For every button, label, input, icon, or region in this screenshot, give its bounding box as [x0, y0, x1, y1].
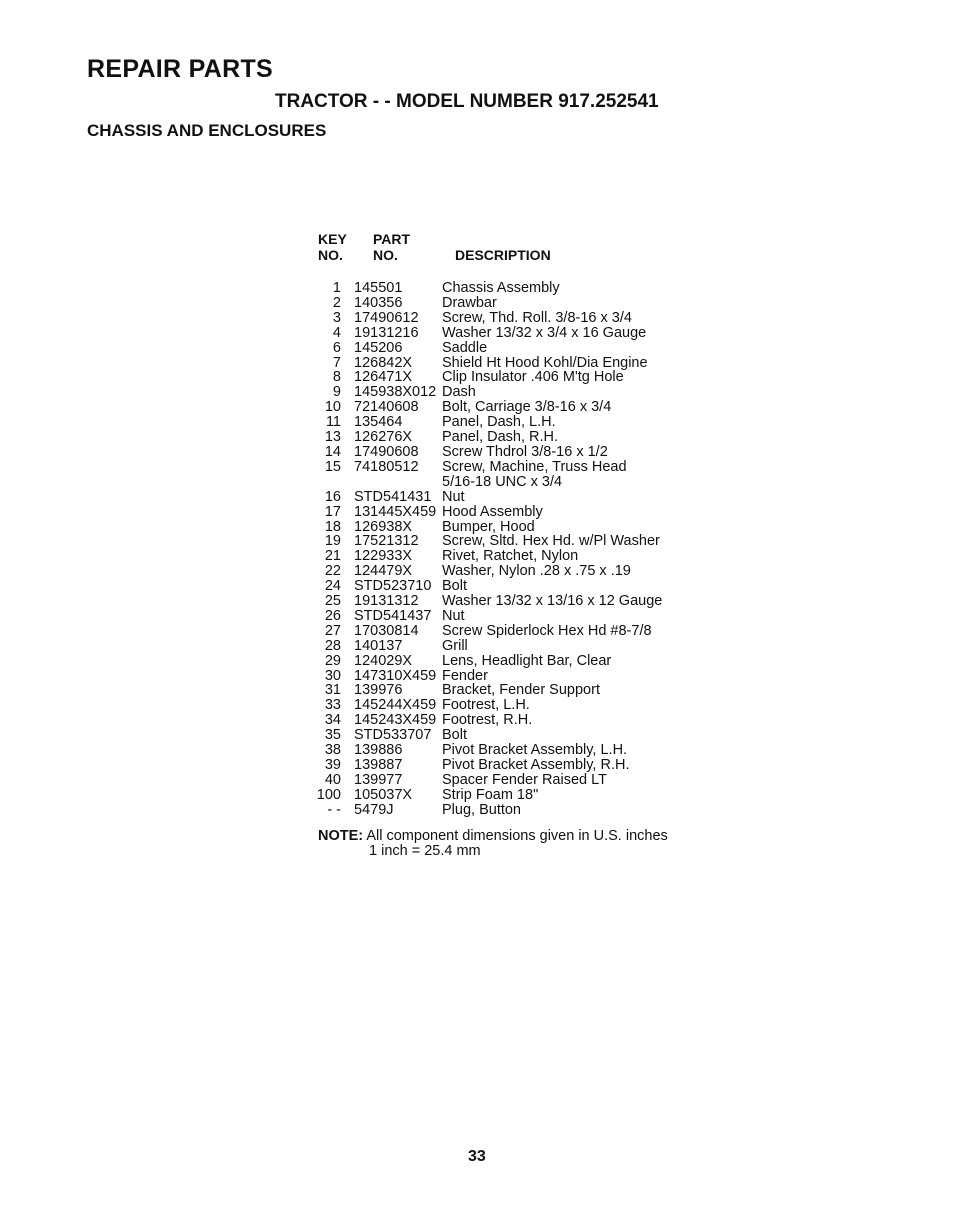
part-number: 17030814 — [354, 622, 419, 639]
key-number: 30 — [324, 667, 341, 684]
part-number: 126842X — [354, 354, 413, 371]
part-description: Washer 13/32 x 13/16 x 12 Gauge — [442, 593, 663, 610]
table-row — [314, 669, 714, 684]
key-number: 29 — [324, 652, 341, 669]
part-number: 17521312 — [354, 533, 419, 550]
part-description: Bolt, Carriage 3/8-16 x 3/4 — [442, 399, 612, 416]
note-label: NOTE: — [318, 828, 364, 844]
part-description: Hood Assembly — [442, 503, 543, 520]
part-description: Bracket, Fender Support — [442, 682, 600, 699]
part-description: Pivot Bracket Assembly, R.H. — [442, 757, 630, 773]
table-row — [314, 743, 714, 758]
part-number: 145206 — [354, 339, 403, 356]
key-number: 35 — [324, 727, 341, 744]
part-number: 145938X012 — [354, 384, 437, 401]
key-number: 26 — [324, 607, 341, 624]
page-number: 33 — [468, 1148, 486, 1165]
part-number: 139886 — [354, 742, 403, 759]
part-description: 5/16-18 UNC x 3/4 — [442, 473, 563, 490]
part-number: 145501 — [354, 280, 403, 296]
key-number: 18 — [324, 518, 341, 535]
key-number: 28 — [324, 637, 341, 654]
part-number: 140137 — [354, 637, 403, 654]
key-number: - - — [327, 801, 341, 818]
column-header-part-line1: PART — [373, 231, 411, 247]
key-number: 14 — [324, 443, 341, 460]
table-row — [314, 758, 714, 773]
part-number: 124029X — [354, 652, 413, 669]
parts-list — [314, 281, 714, 818]
key-number: 17 — [324, 503, 341, 520]
part-description: Grill — [442, 637, 468, 654]
key-number: 22 — [324, 563, 341, 580]
part-number: 131445X459 — [354, 503, 437, 520]
key-number: 34 — [324, 712, 341, 729]
key-number: 7 — [332, 354, 341, 371]
part-number: 19131216 — [354, 324, 419, 341]
part-description: Panel, Dash, R.H. — [442, 429, 559, 446]
table-row — [314, 713, 714, 728]
table-row — [314, 385, 714, 400]
table-row — [314, 564, 714, 579]
table-row — [314, 594, 714, 609]
part-description: Nut — [442, 488, 465, 505]
key-number: 21 — [324, 548, 341, 565]
key-number: 31 — [324, 682, 341, 699]
page-title: REPAIR PARTS — [87, 55, 274, 83]
section-heading: CHASSIS AND ENCLOSURES — [87, 121, 327, 140]
table-row — [314, 624, 714, 639]
part-description: Strip Foam 18" — [442, 786, 539, 803]
table-row — [314, 281, 714, 296]
part-number: 17490608 — [354, 443, 419, 460]
table-row — [314, 490, 714, 505]
part-number: 139977 — [354, 771, 403, 788]
column-header-description: DESCRIPTION — [455, 247, 551, 263]
column-header-part-line2: NO. — [373, 247, 398, 263]
key-number: 19 — [324, 533, 341, 550]
key-number: 10 — [324, 399, 341, 416]
table-row — [314, 445, 714, 460]
table-row — [314, 549, 714, 564]
part-description: Clip Insulator .406 M'tg Hole — [442, 369, 624, 386]
part-description: Screw Spiderlock Hex Hd #8-7/8 — [442, 622, 652, 639]
part-number: 126938X — [354, 518, 413, 535]
part-number: STD541437 — [354, 607, 432, 624]
part-number: 124479X — [354, 563, 413, 580]
part-description: Drawbar — [442, 294, 497, 311]
table-row — [314, 520, 714, 535]
part-number: 19131312 — [354, 593, 419, 610]
table-row — [314, 460, 714, 475]
table-row — [314, 609, 714, 624]
key-number: 1 — [332, 280, 341, 296]
part-description: Washer 13/32 x 3/4 x 16 Gauge — [442, 324, 647, 341]
part-description: Saddle — [442, 339, 488, 356]
key-number: 9 — [332, 384, 341, 401]
part-description: Screw Thdrol 3/8-16 x 1/2 — [442, 443, 608, 460]
key-number: 24 — [324, 578, 341, 595]
key-number: 25 — [324, 593, 341, 610]
part-description: Nut — [442, 607, 465, 624]
key-number: 38 — [324, 742, 341, 759]
part-number: 72140608 — [354, 399, 419, 416]
key-number: 27 — [324, 622, 341, 639]
key-number: 15 — [324, 458, 341, 475]
part-number: 135464 — [354, 414, 403, 431]
part-description: Washer, Nylon .28 x .75 x .19 — [442, 563, 631, 580]
key-number: 39 — [324, 757, 341, 773]
note-conversion: 1 inch = 25.4 mm — [369, 843, 481, 859]
note-text: All component dimensions given in U.S. inches — [366, 828, 668, 844]
part-description: Shield Ht Hood Kohl/Dia Engine — [442, 354, 648, 371]
table-row — [314, 579, 714, 594]
table-row — [314, 803, 714, 818]
key-number: 6 — [332, 339, 341, 356]
part-number: 105037X — [354, 786, 413, 803]
part-description: Bumper, Hood — [442, 518, 535, 535]
table-row — [314, 683, 714, 698]
table-row — [314, 788, 714, 803]
table-row — [314, 430, 714, 445]
table-row — [314, 296, 714, 311]
table-row — [314, 505, 714, 520]
table-row — [314, 475, 714, 490]
part-number: STD523710 — [354, 578, 432, 595]
table-row — [314, 415, 714, 430]
part-number: STD541431 — [354, 488, 432, 505]
part-number: 5479J — [354, 801, 394, 818]
part-number: 122933X — [354, 548, 413, 565]
column-header-key-line2: NO. — [318, 247, 343, 263]
part-number: 140356 — [354, 294, 403, 311]
table-row — [314, 400, 714, 415]
key-number: 3 — [332, 309, 341, 326]
table-row — [314, 370, 714, 385]
part-description: Chassis Assembly — [442, 280, 560, 296]
part-description: Plug, Button — [442, 801, 521, 818]
key-number — [314, 475, 341, 490]
part-description: Screw, Thd. Roll. 3/8-16 x 3/4 — [442, 309, 632, 326]
part-number: 145244X459 — [354, 697, 437, 714]
table-row — [314, 311, 714, 326]
key-number: 13 — [324, 429, 341, 446]
table-row — [314, 534, 714, 549]
key-number: 33 — [324, 697, 341, 714]
part-description: Bolt — [442, 578, 467, 595]
part-number: 139887 — [354, 757, 403, 773]
table-row — [314, 639, 714, 654]
part-number — [341, 475, 442, 490]
table-row — [314, 773, 714, 788]
part-number: 145243X459 — [354, 712, 437, 729]
part-description: Footrest, R.H. — [442, 712, 533, 729]
key-number: 100 — [316, 786, 341, 803]
table-row — [314, 326, 714, 341]
table-row — [314, 654, 714, 669]
part-description: Pivot Bracket Assembly, L.H. — [442, 742, 628, 759]
key-number: 2 — [332, 294, 341, 311]
key-number: 40 — [324, 771, 341, 788]
part-description: Screw, Machine, Truss Head — [442, 458, 627, 475]
part-description: Dash — [442, 384, 476, 401]
column-header-part-no — [373, 231, 410, 263]
dimension-note — [318, 829, 668, 844]
part-description: Rivet, Ratchet, Nylon — [442, 548, 579, 565]
key-number: 16 — [324, 488, 341, 505]
column-header-key-no — [318, 231, 347, 263]
part-description: Screw, Sltd. Hex Hd. w/Pl Washer — [442, 533, 660, 550]
part-description: Spacer Fender Raised LT — [442, 771, 607, 788]
table-row — [314, 341, 714, 356]
part-description: Lens, Headlight Bar, Clear — [442, 652, 612, 669]
key-number: 8 — [332, 369, 341, 386]
part-number: 139976 — [354, 682, 403, 699]
model-subtitle: TRACTOR - - MODEL NUMBER 917.252541 — [275, 91, 659, 112]
part-description: Fender — [442, 667, 488, 684]
column-header-key-line1: KEY — [318, 231, 347, 247]
table-row — [314, 698, 714, 713]
table-row — [314, 356, 714, 371]
part-description: Footrest, L.H. — [442, 697, 530, 714]
part-description: Bolt — [442, 727, 467, 744]
part-number: 17490612 — [354, 309, 419, 326]
part-number: 126471X — [354, 369, 413, 386]
part-number: 147310X459 — [354, 667, 437, 684]
part-number: 74180512 — [354, 458, 419, 475]
key-number: 11 — [325, 414, 341, 431]
part-number: 126276X — [354, 429, 413, 446]
key-number: 4 — [332, 324, 341, 341]
part-description: Panel, Dash, L.H. — [442, 414, 556, 431]
part-number: STD533707 — [354, 727, 432, 744]
table-row — [314, 728, 714, 743]
